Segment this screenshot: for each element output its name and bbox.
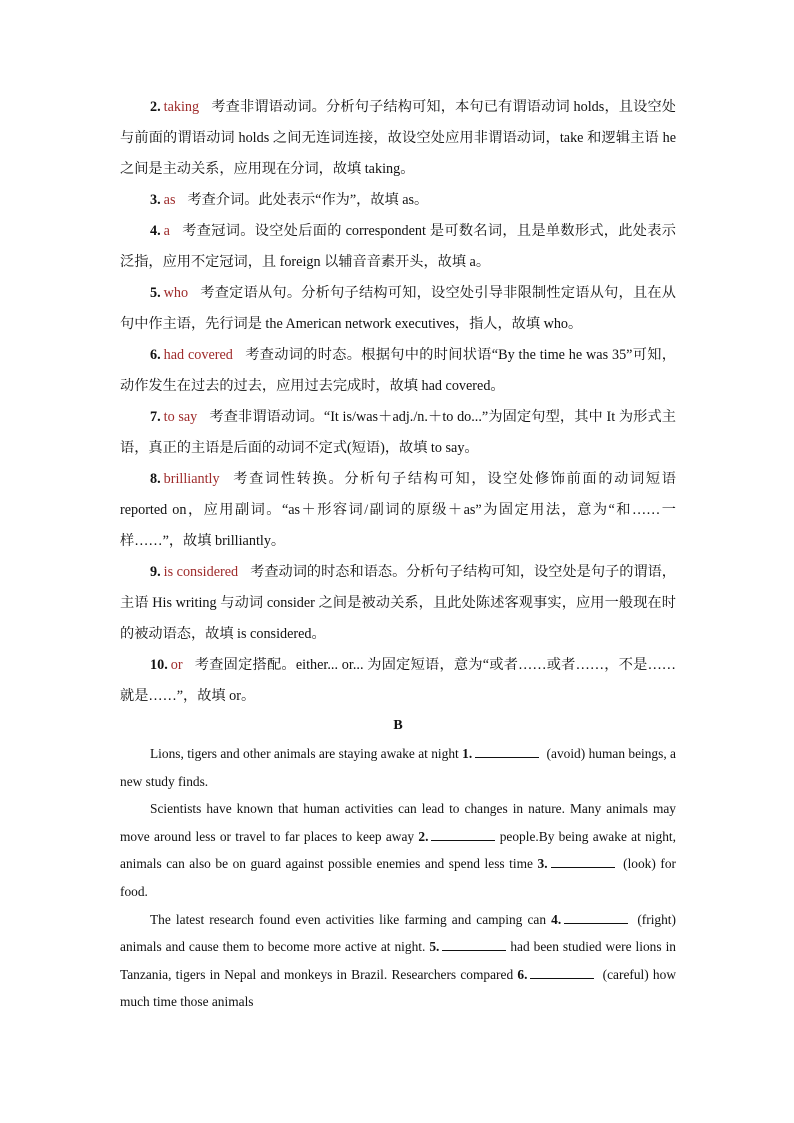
answer-item xyxy=(120,92,676,185)
answer-number: 7. xyxy=(150,409,161,425)
answer-item xyxy=(120,216,676,278)
answer-item xyxy=(120,650,676,712)
answer-blank[interactable] xyxy=(475,743,539,758)
passage-text: (avoid) human beings, a new study finds. xyxy=(120,746,676,789)
answer-number: 4. xyxy=(150,223,161,239)
passage-text: (fright) animals and cause them to become more active at night. xyxy=(120,911,676,955)
document-page xyxy=(120,92,676,1016)
answer-blank[interactable] xyxy=(530,964,594,979)
answer-word: who xyxy=(163,285,189,301)
passage-text: (look) for food. xyxy=(120,856,676,899)
answer-word: as xyxy=(163,192,176,208)
passage-text: (careful) how much time those animals xyxy=(120,966,676,1010)
answer-word: brilliantly xyxy=(163,471,220,487)
answer-number: 9. xyxy=(150,564,161,580)
question-number: 3. xyxy=(537,856,548,872)
answer-number: 5. xyxy=(150,285,161,301)
passage-paragraph xyxy=(120,795,676,905)
answer-item xyxy=(120,557,676,650)
answer-word: to say xyxy=(163,409,198,425)
question-number: 5. xyxy=(429,939,440,955)
answer-number: 2. xyxy=(150,99,161,115)
answer-word: a xyxy=(163,223,170,239)
answer-blank[interactable] xyxy=(564,909,628,924)
answer-explanation: 考查动词的时态和语态。分析句子结构可知，设空处是句子的谓语，主语 His writing 与动词 consider 之间是被动关系，且此处陈述客观事实，应用一般现在时的被动语态，故填 is considered。 xyxy=(120,564,676,642)
answer-explanation: 考查固定搭配。either... or... 为固定短语，意为“或者……或者……，不是……就是……”，故填 or。 xyxy=(120,657,676,704)
answer-explanation: 考查非谓语动词。“It is/was＋adj./n.＋to do...”为固定句型，其中 It 为形式主语，真正的主语是后面的动词不定式(短语)，故填 to say。 xyxy=(120,409,676,456)
answer-item xyxy=(120,340,676,402)
answer-explanation: 考查动词的时态。根据句中的时间状语“By the time he was 35”可知，动作发生在过去的过去，应用过去完成时，故填 had covered。 xyxy=(120,347,676,394)
answer-number: 3. xyxy=(150,192,161,208)
question-number: 2. xyxy=(418,828,429,844)
passage-paragraph xyxy=(120,906,676,1016)
section-title: B xyxy=(393,718,403,733)
question-number: 1. xyxy=(462,746,473,761)
passage-text: people.By being awake at night, animals can also be on guard against possible enemies and spend less time xyxy=(120,828,676,872)
answer-explanation: 考查定语从句。分析句子结构可知，设空处引导非限制性定语从句，且在从句中作主语，先行词是 the American network executives，指人，故填 who。 xyxy=(120,285,676,332)
answer-explanation: 考查冠词。设空处后面的 correspondent 是可数名词，且是单数形式，此处表示泛指，应用不定冠词，且 foreign 以辅音音素开头，故填 a。 xyxy=(120,223,676,270)
answer-word: or xyxy=(170,657,183,673)
answer-number: 10. xyxy=(150,657,168,673)
answer-blank[interactable] xyxy=(442,936,506,951)
answer-number: 6. xyxy=(150,347,161,363)
answer-item xyxy=(120,185,676,216)
answer-item xyxy=(120,464,676,557)
answer-word: taking xyxy=(163,99,200,115)
answer-item xyxy=(120,402,676,464)
answer-blank[interactable] xyxy=(431,826,495,841)
answer-word: had covered xyxy=(163,347,233,363)
answer-number: 8. xyxy=(150,471,161,487)
answer-word: is considered xyxy=(163,564,239,580)
passage-paragraph xyxy=(120,740,676,795)
question-number: 4. xyxy=(551,911,562,927)
answer-explanations xyxy=(120,92,676,712)
answer-blank[interactable] xyxy=(551,853,615,868)
passage-text: Scientists have known that human activities can lead to changes in nature. Many animals may move around less or travel to far places to keep away xyxy=(120,801,676,844)
answer-explanation: 考查介词。此处表示“作为”，故填 as。 xyxy=(187,192,429,208)
answer-explanation: 考查词性转换。分析句子结构可知，设空处修饰前面的动词短语 reported on，应用副词。“as＋形容词/副词的原级＋as”为固定用法，意为“和……一样……”，故填 brilliantly。 xyxy=(120,471,676,549)
question-number: 6. xyxy=(517,966,528,982)
answer-item xyxy=(120,278,676,340)
answer-explanation: 考查非谓语动词。分析句子结构可知，本句已有谓语动词 holds，且设空处与前面的谓语动词 holds 之间无连词连接，故设空处应用非谓语动词，take 和逻辑主语 he 之间是主动关系，应用现在分词，故填 taking。 xyxy=(120,99,676,177)
passage-text: had been studied were lions in Tanzania, tigers in Nepal and monkeys in Brazil. Researchers compared xyxy=(120,939,676,982)
passage-text: Lions, tigers and other animals are staying awake at night xyxy=(150,746,459,761)
passage-text: The latest research found even activities like farming and camping can xyxy=(150,911,547,927)
cloze-passage xyxy=(120,740,676,1016)
